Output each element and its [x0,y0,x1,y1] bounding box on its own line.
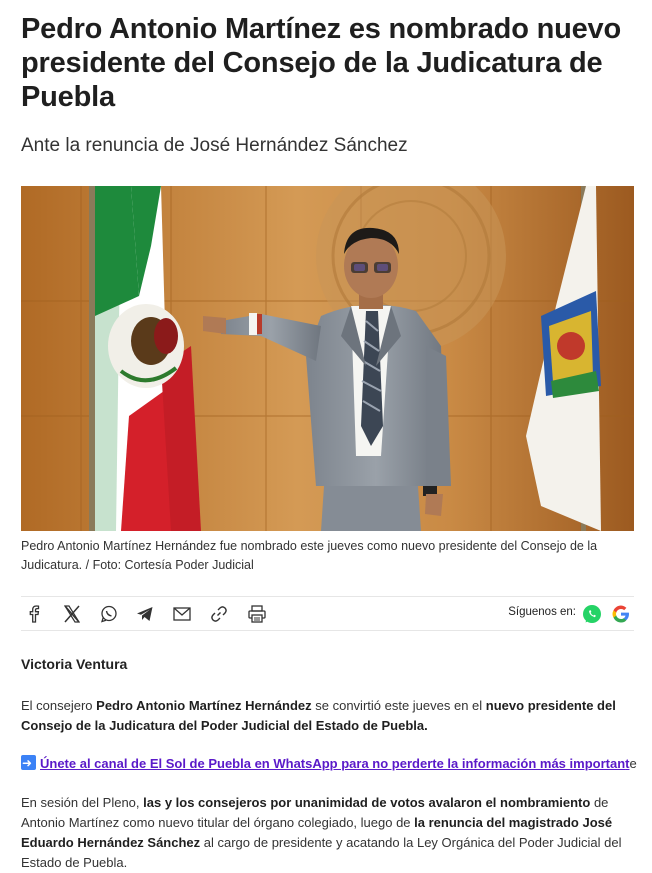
follow-label: Síguenos en: [508,606,576,618]
telegram-icon[interactable] [134,603,156,625]
print-icon[interactable] [246,603,268,625]
article-subtitle: Ante la renuncia de José Hernández Sánchez [21,135,408,156]
whatsapp-channel-link[interactable]: Únete al canal de El Sol de Puebla en WhatsApp para no perderte la información más important [40,756,630,771]
photo-caption: Pedro Antonio Martínez Hernández fue nombrado este jueves como nuevo presidente del Consejo de la Judicatura. / Foto: Cortesía Poder Judicial [21,539,598,572]
whatsapp-promo: ➜Únete al canal de El Sol de Puebla en WhatsApp para no perderte la información más importante [21,754,634,774]
author-name: Victoria Ventura [21,656,128,672]
x-icon[interactable] [61,603,83,625]
paragraph-2: En sesión del Pleno, las y los consejeros por unanimidad de votos avalaron el nombramiento de Antonio Martínez como nuevo titular del órgano colegiado, luego de la renuncia del magistrado José Eduardo Hernández Sánchez al cargo de presidente y acatando la Ley Orgánica del Poder Judicial del Estado de Puebla. [21,795,622,870]
whatsapp-follow-icon[interactable] [581,603,603,625]
article-title: Pedro Antonio Martínez es nombrado nuevo presidente del Consejo de la Judicatura de Puebla [21,13,621,113]
whatsapp-icon[interactable] [98,603,120,625]
facebook-icon[interactable] [23,603,45,625]
share-bar [21,596,634,631]
paragraph-1: El consejero Pedro Antonio Martínez Hernández se convirtió este jueves en el nuevo presidente del Consejo de la Judicatura del Poder Judicial del Estado de Puebla. [21,698,616,733]
article-photo[interactable] [21,186,634,531]
link-icon[interactable] [208,603,230,625]
arrow-right-icon [21,755,36,770]
google-follow-icon[interactable] [610,603,632,625]
email-icon[interactable] [171,603,193,625]
